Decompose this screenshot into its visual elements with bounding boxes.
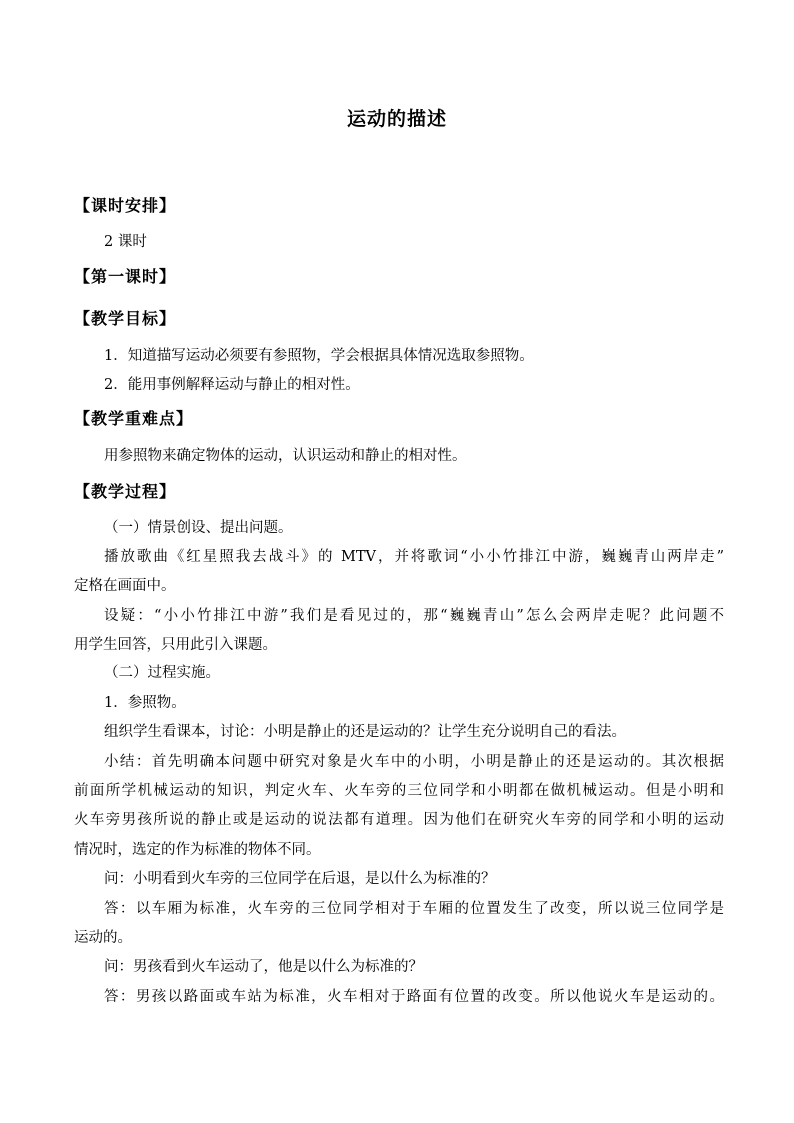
page-title: 运动的描述 [346,108,447,130]
sub-heading-reference: 1．参照物。 [104,695,186,711]
heading-first-lesson: 【第一课时】 [74,267,177,286]
answer-1-line-2: 运动的。 [74,930,132,946]
paragraph-1-line-2: 定格在画面中。 [74,578,176,594]
heading-schedule: 【课时安排】 [74,196,177,215]
goal-item-2: 2．能用事例解释运动与静止的相对性。 [104,377,360,393]
summary-line-4: 情况时，选定的作为标准的物体不同。 [74,842,321,858]
heading-key-points: 【教学重难点】 [74,409,194,428]
question-2: 问：男孩看到火车运动了，他是以什么为标准的？ [104,959,423,975]
schedule-text: 2 课时 [104,234,147,250]
question-1: 问：小明看到火车旁的三位同学在后退，是以什么为标准的？ [104,871,496,887]
goal-item-1: 1．知道描写运动必须要有参照物，学会根据具体情况选取参照物。 [104,348,534,364]
step-1-title: （一）情景创设、提出问题。 [104,520,293,536]
paragraph-1-line-1: 播放歌曲《红星照我去战斗》的 MTV，并将歌词“小小竹排江中游，巍巍青山两岸走” [104,549,724,565]
summary-line-3: 火车旁男孩所说的静止或是运动的说法都有道理。因为他们在研究火车旁的同学和小明的运动 [74,812,724,828]
step-2-title: （二）过程实施。 [104,665,220,681]
summary-line-1: 小结：首先明确本问题中研究对象是火车中的小明，小明是静止的还是运动的。其次根据 [104,754,724,770]
heading-process: 【教学过程】 [74,482,177,501]
paragraph-2-line-2: 用学生回答，只用此引入课题。 [74,637,277,653]
heading-goals: 【教学目标】 [74,309,177,328]
key-points-text: 用参照物来确定物体的运动，认识运动和静止的相对性。 [104,448,467,464]
paragraph-3: 组织学生看课本，讨论：小明是静止的还是运动的？让学生充分说明自己的看法。 [104,724,626,740]
answer-2: 答：男孩以路面或车站为标准，火车相对于路面有位置的改变。所以他说火车是运动的。 [104,989,724,1005]
summary-line-2: 前面所学机械运动的知识，判定火车、火车旁的三位同学和小明都在做机械运动。但是小明和 [74,783,724,799]
paragraph-2-line-1: 设疑：“小小竹排江中游”我们是看见过的，那“巍巍青山”怎么会两岸走呢？此问题不 [104,608,724,624]
answer-1-line-1: 答：以车厢为标准，火车旁的三位同学相对于车厢的位置发生了改变，所以说三位同学是 [104,901,724,917]
